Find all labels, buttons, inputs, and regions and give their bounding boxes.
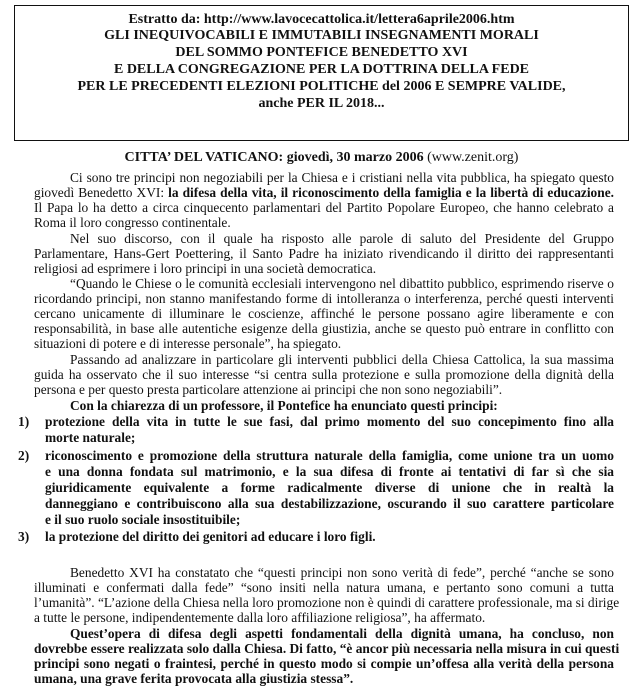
para5-line3: l’umanità”. “L’azione della Chiesa nella loro promozione non è quindi di carattere professionale, ma si dirige — [34, 595, 620, 610]
para3-line5: situazioni di potere e di interesse personale”, ha spiegato. — [34, 336, 342, 351]
para4-line3: persona e per questo presta particolare attenzione ai principi che non sono negoziabili”. — [34, 382, 503, 397]
para3-line2: ricordando principi, non stanno manifestando forme di intolleranza o interferenza, perché questi interventi — [34, 291, 614, 306]
para1-line3: Il Papa lo ha detto a circa cinquecento parlamentari del Partito Popolare Europeo, che hanno celebrato a — [34, 200, 614, 215]
principle-1-number: 1) — [18, 414, 30, 429]
dateline-place-date: CITTA’ DEL VATICANO: giovedì, 30 marzo 2006 — [124, 150, 424, 165]
title-line-4: PER LE PRECEDENTI ELEZIONI POLITICHE del 2006 E SEMPRE VALIDE, — [77, 79, 566, 94]
principle-1-line1: protezione della vita in tutte le sue fasi, dal primo momento del suo concepimento fino alla — [45, 414, 614, 429]
para5-line1: Benedetto XVI ha constatato che “questi principi non sono verità di fede”, perché “anche se sono — [70, 565, 614, 580]
para1-line2-plain: giovedì Benedetto XVI: — [34, 185, 169, 200]
dateline-source: (www.zenit.org) — [427, 150, 519, 165]
principle-2-number: 2) — [18, 448, 30, 463]
title-line-5: anche PER IL 2018... — [258, 96, 385, 111]
para1-line2 — [34, 185, 614, 200]
para5-line4: a tutte le persone, indipendentemente dalla loro affiliazione religiosa”, ha affermato. — [34, 610, 486, 625]
principle-1-line2: morte naturale; — [45, 430, 136, 445]
para6-line1: Quest’opera di difesa degli aspetti fondamentali della dignità umana, ha concluso, non — [70, 626, 614, 641]
title-line-1: GLI INEQUIVOCABILI E IMMUTABILI INSEGNAMENTI MORALI — [104, 28, 539, 43]
principle-2-line5: e il suo ruolo sociale insostituibile; — [45, 512, 241, 527]
para6-line3: principi sono negati o fraintesi, perché in questo modo si compie un’offesa alla verità della persona — [34, 656, 614, 671]
para6-line2: dovrebbe essere realizzata solo dalla Chiesa. Di fatto, “è ancor più necessaria nella misura in cui questi — [34, 641, 620, 656]
para2-line1: Nel suo discorso, con il quale ha risposto alle parole di saluto del Presidente del Gruppo — [70, 231, 614, 246]
principle-2-line2: e una donna fondata sul matrimonio, e la sua difesa di fronte ai tentativi di far sì che sia — [45, 464, 614, 479]
dateline — [0, 150, 643, 166]
para2-line3: religiosi ad esprimere i loro principi in una società democratica. — [34, 261, 377, 276]
principle-3-line1: la protezione del diritto dei genitori ad educare i loro figli. — [45, 529, 376, 544]
para3-line4: responsabilità, in base alle autentiche esigenze della giustizia, anche se questo può entrare in conflitto con — [34, 321, 614, 336]
para4-line2: guida ha osservato che il suo interesse “si centra sulla protezione e sulla promozione della dignità della — [34, 367, 614, 382]
para6-line4: umana, una grave ferita provocata alla giustizia stessa”. — [34, 671, 354, 686]
principle-2-line1: riconoscimento e promozione della struttura naturale della famiglia, come unione tra un uomo — [45, 448, 614, 463]
source-line: Estratto da: http://www.lavocecattolica.it/lettera6aprile2006.htm — [128, 12, 515, 27]
para5-line2: illuminati e confermati dalla fede” “sono insiti nella natura umana, e pertanto sono comuni a tutta — [34, 580, 614, 595]
para3-line3: cercano unicamente di illuminare le coscienze, affinché le persone possano agire liberamente e con — [34, 306, 614, 321]
principles-intro: Con la chiarezza di un professore, il Pontefice ha enunciato questi principi: — [70, 398, 498, 413]
para1-line4: Roma il loro congresso continentale. — [34, 215, 231, 230]
para4-line1: Passando ad analizzare in particolare gli interventi pubblici della Chiesa Cattolica, la sua massima — [70, 352, 614, 367]
principle-2-line3: giuridicamente equivalente a forme radicalmente diverse di unione che in realtà la — [45, 480, 614, 495]
para2-line2: Parlamentare, Hans-Gert Poettering, il Santo Padre ha iniziato rivendicando il diritto dei rappresentanti — [34, 246, 614, 261]
para1-line1: Ci sono tre principi non negoziabili per la Chiesa e i cristiani nella vita pubblica, ha spiegato questo — [70, 170, 614, 185]
para3-line1: “Quando le Chiese o le comunità ecclesiali intervengono nel dibattito pubblico, esprimendo riserve o — [70, 276, 614, 291]
principle-3-number: 3) — [18, 529, 30, 544]
title-line-3: E DELLA CONGREGAZIONE PER LA DOTTRINA DELLA FEDE — [113, 62, 530, 77]
para1-line2-bold: la difesa della vita, il riconoscimento della famiglia e la libertà di educazione. — [168, 185, 614, 200]
title-line-2: DEL SOMMO PONTEFICE BENEDETTO XVI — [175, 45, 468, 60]
header-box — [14, 5, 629, 141]
principle-2-line4: danneggiano e contribuiscono alla sua destabilizzazione, oscurando il suo carattere particolare — [45, 496, 614, 511]
